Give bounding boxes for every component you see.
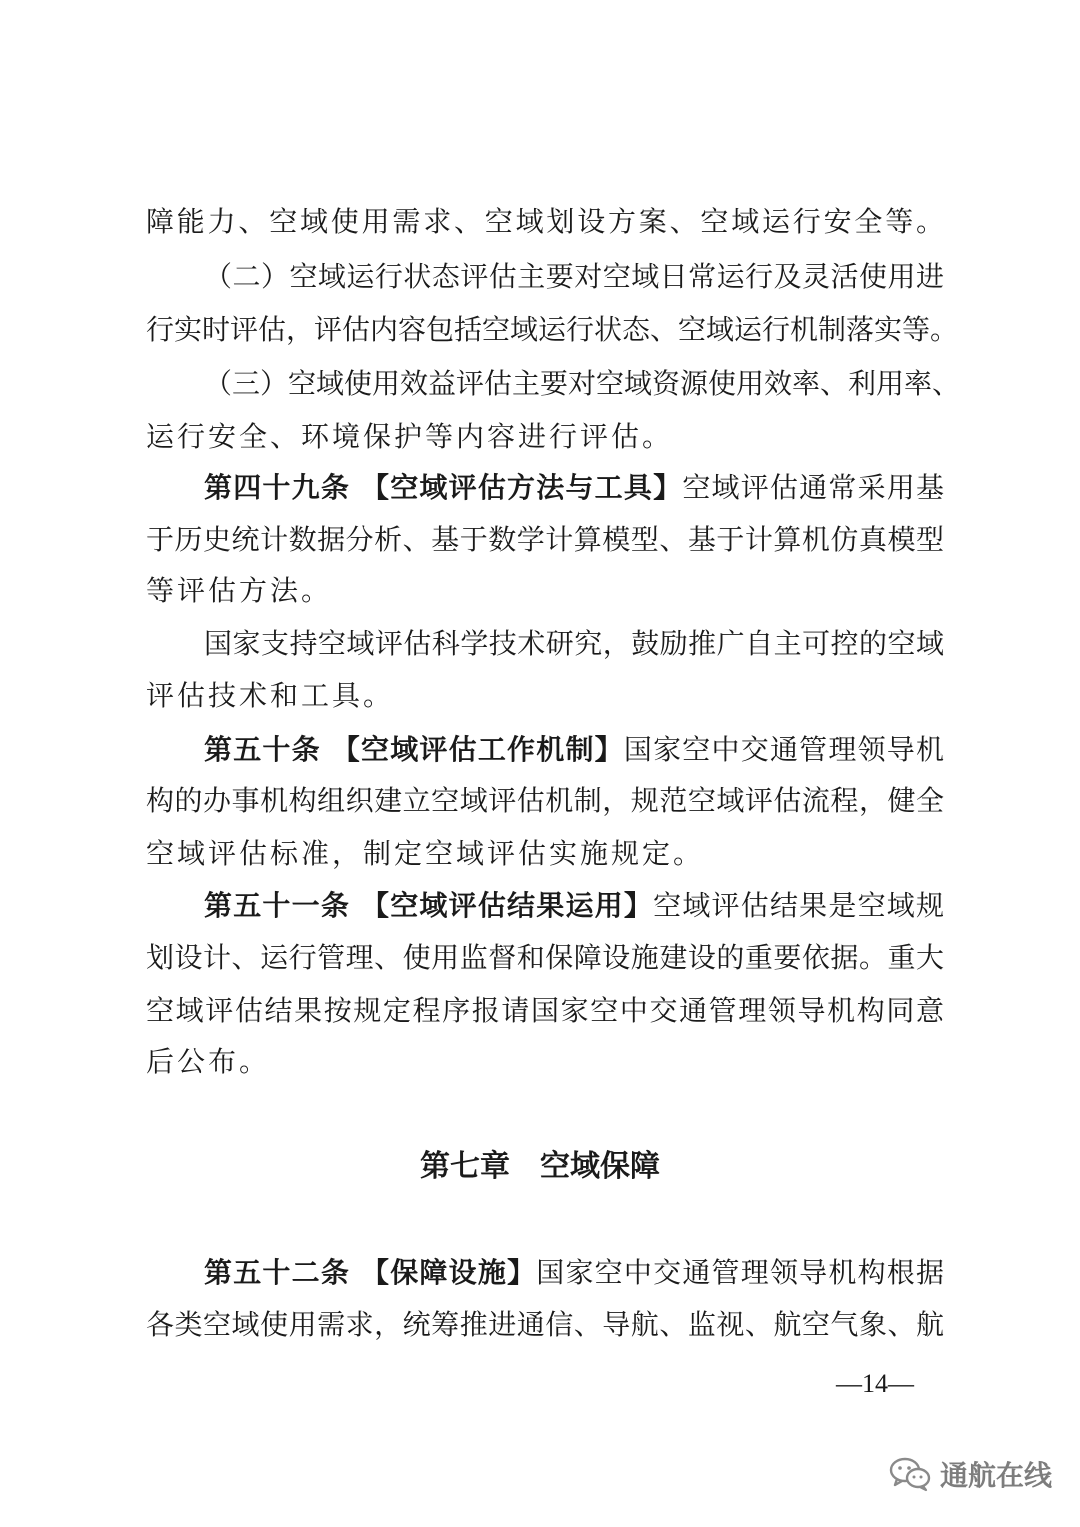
watermark-text: 通航在线 bbox=[940, 1459, 1053, 1492]
text-span: 空域评估结果是空域规 bbox=[653, 889, 944, 922]
page-number: —14— bbox=[836, 1369, 914, 1398]
text-line: 空域评估结果按规定程序报请国家空中交通管理领导机构同意 bbox=[146, 994, 944, 1027]
article-49-line bbox=[204, 468, 944, 508]
watermark bbox=[888, 1452, 1052, 1496]
text-line: 行实时评估，评估内容包括空域运行状态、空域运行机制落实等。 bbox=[146, 313, 959, 346]
chapter-title: 第七章 空域保障 bbox=[420, 1149, 660, 1184]
text-span: 国家空中交通管理领导机构根据 bbox=[536, 1256, 944, 1289]
text-line: （三）空域使用效益评估主要对空域资源使用效率、利用率、 bbox=[204, 367, 961, 400]
article-49-heading: 第四十九条 【空域评估方法与工具】 bbox=[204, 471, 683, 504]
article-52-heading: 第五十二条 【保障设施】 bbox=[204, 1256, 537, 1289]
article-51-line bbox=[204, 886, 944, 926]
article-50-line bbox=[204, 730, 944, 770]
text-line: 构的办事机构组织建立空域评估机制，规范空域评估流程，健全 bbox=[146, 784, 944, 817]
text-line: 后公布。 bbox=[146, 1045, 271, 1078]
text-span: 空域评估通常采用基 bbox=[682, 471, 944, 504]
article-50-heading: 第五十条 【空域评估工作机制】 bbox=[204, 733, 624, 766]
text-span: 国家空中交通管理领导机 bbox=[623, 733, 944, 766]
text-line: 各类空域使用需求，统筹推进通信、导航、监视、航空气象、航 bbox=[146, 1308, 944, 1341]
text-line: 评估技术和工具。 bbox=[146, 679, 395, 712]
text-line: 等评估方法。 bbox=[146, 574, 333, 607]
text-line: 空域评估标准，制定空域评估实施规定。 bbox=[146, 837, 705, 870]
text-line: 运行安全、环境保护等内容进行评估。 bbox=[146, 420, 674, 453]
text-line: 划设计、运行管理、使用监督和保障设施建设的重要依据。重大 bbox=[146, 941, 944, 974]
text-line: （二）空域运行状态评估主要对空域日常运行及灵活使用进 bbox=[204, 260, 944, 293]
article-52-line bbox=[204, 1253, 944, 1293]
text-line: 于历史统计数据分析、基于数学计算模型、基于计算机仿真模型 bbox=[146, 523, 944, 556]
wechat-icon bbox=[888, 1456, 932, 1492]
article-51-heading: 第五十一条 【空域评估结果运用】 bbox=[204, 889, 654, 922]
text-line: 障能力、空域使用需求、空域划设方案、空域运行安全等。 bbox=[146, 205, 944, 238]
text-line: 国家支持空域评估科学技术研究，鼓励推广自主可控的空域 bbox=[204, 627, 944, 660]
